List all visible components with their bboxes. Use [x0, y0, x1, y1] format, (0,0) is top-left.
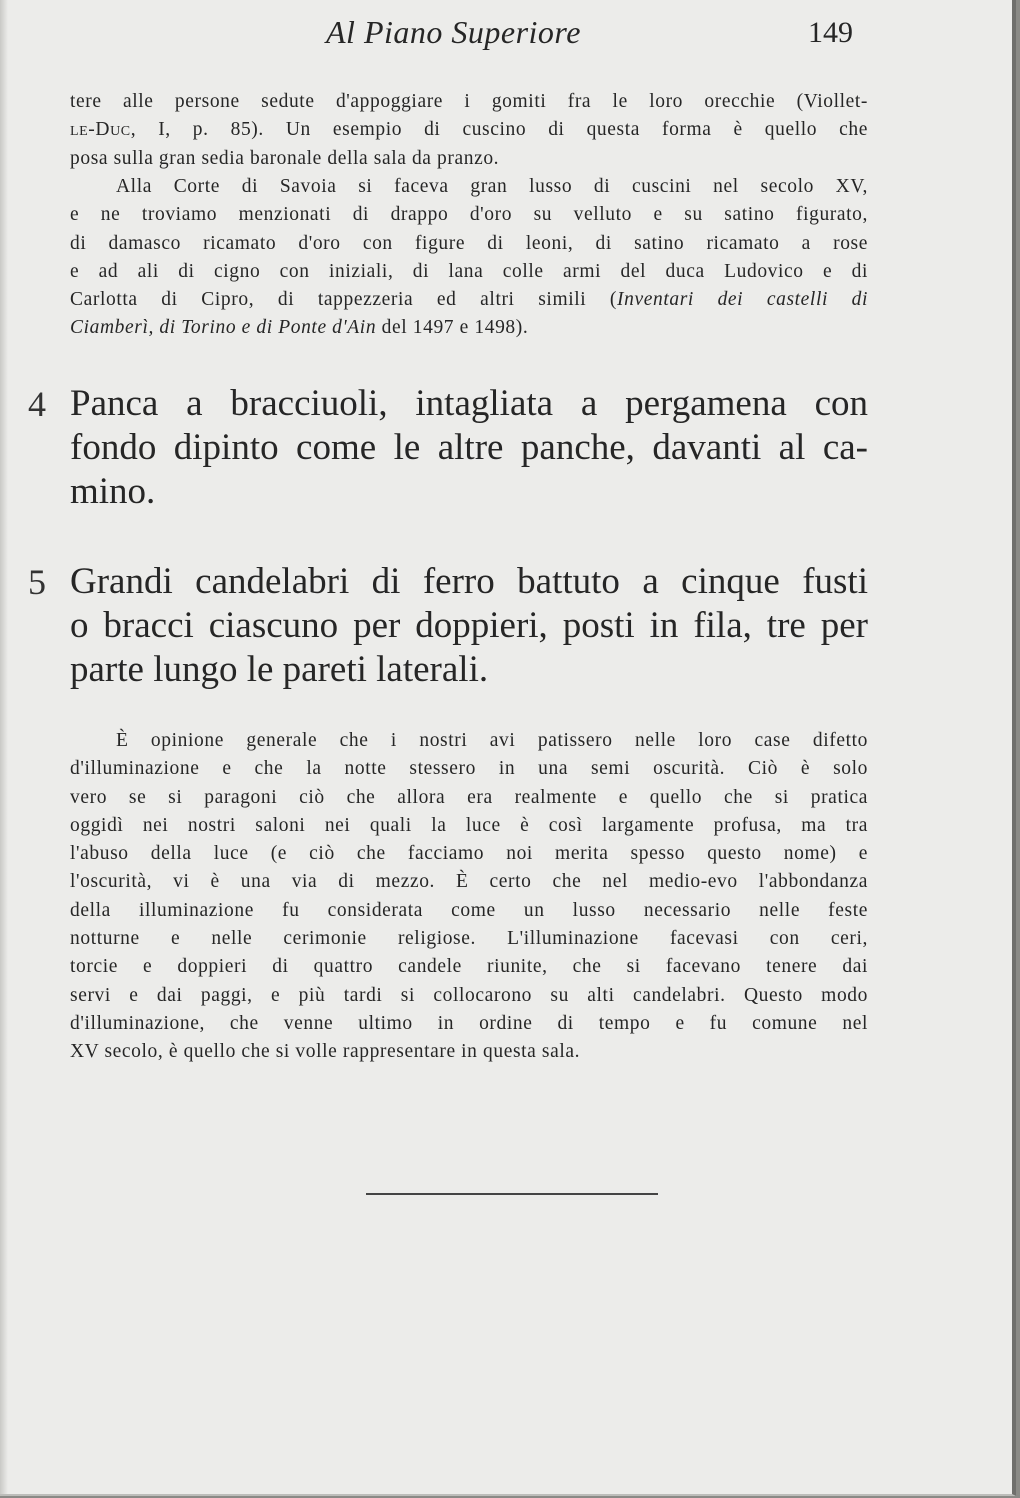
page-number: 149 — [808, 16, 853, 49]
text-line: notturne e nelle cerimonie religiose. L'illuminazione facevasi con ceri, — [70, 928, 868, 950]
text-line: oggidì nei nostri saloni nei quali la luce è così largamente profusa, ma tra — [70, 814, 868, 836]
entry-line: fondo dipinto come le altre panche, davanti al ca- — [70, 427, 868, 468]
citation-title: Ciamberì, di Torino e di Ponte d'Ain — [70, 317, 377, 339]
entry-number: 5 — [28, 562, 46, 602]
text-line: d'illuminazione, che venne ultimo in ordine di tempo e fu comune nel — [70, 1012, 868, 1034]
text-line: XV secolo, è quello che si volle rappresentare in questa sala. — [70, 1041, 581, 1063]
citation-title: Inventari dei castelli di — [617, 289, 869, 311]
text-line: l'abuso della luce (e ciò che facciamo noi merita spesso questo nome) e — [70, 843, 868, 865]
entry-line: Grandi candelabri di ferro battuto a cinque fusti — [70, 561, 868, 602]
text-line: posa sulla gran sedia baronale della sala da pranzo. — [70, 147, 500, 169]
text-line: l'oscurità, vi è una via di mezzo. È certo che nel medio-evo l'abbondanza — [70, 871, 868, 893]
text-line: È opinione generale che i nostri avi patissero nelle loro case difetto — [116, 730, 868, 751]
top-paragraph-continued — [70, 88, 868, 173]
text-line: servi e dai paggi, e più tardi si collocarono su alti candelabri. Questo modo — [70, 984, 868, 1006]
text-line: vero se si paragoni ciò che allora era realmente e quello che si pratica — [70, 786, 868, 808]
entry-line: Panca a bracciuoli, intagliata a pergamena con — [70, 383, 868, 424]
text-line — [70, 116, 868, 144]
entry-number: 4 — [28, 384, 46, 424]
section-divider — [366, 1193, 658, 1195]
text-fragment: del 1497 e 1498). — [376, 317, 529, 339]
entry-line: mino. — [70, 471, 156, 512]
text-line — [70, 286, 868, 314]
text-line: e ne troviamo menzionati di drappo d'oro su velluto e su satino figurato, — [70, 204, 868, 226]
running-title: Al Piano Superiore — [326, 14, 581, 50]
text-line: Alla Corte di Savoia si faceva gran lusso di cuscini nel secolo XV, — [116, 176, 868, 197]
text-line: di damasco ricamato d'oro con figure di leoni, di satino ricamato a rose — [70, 232, 868, 254]
top-paragraph-savoia — [70, 173, 868, 343]
text-fragment: Carlotta di Cipro, di tappezzeria ed altri simili ( — [70, 289, 618, 311]
text-line: torcie e doppieri di quattro candele riunite, che si facevano tenere dai — [70, 956, 868, 978]
entry-line: parte lungo le pareti laterali. — [70, 649, 489, 690]
text-line: della illuminazione fu considerata come un lusso necessario nelle feste — [70, 899, 868, 921]
text-line — [70, 314, 868, 342]
text-fragment: , I, p. 85). Un esempio di cuscino di questa forma è quello che — [130, 119, 868, 141]
entry-text — [70, 560, 868, 692]
author-name: le-Duc — [70, 119, 131, 141]
text-line: tere alle persone sedute d'appoggiare i gomiti fra le loro orecchie (Viollet- — [70, 91, 868, 112]
text-line: e ad ali di cigno con iniziali, di lana colle armi del duca Ludovico e di — [70, 260, 868, 282]
entry-line: o bracci ciascuno per doppieri, posti in fila, tre per — [70, 605, 868, 646]
running-head — [0, 14, 1012, 58]
entry-text — [70, 382, 868, 514]
note-paragraph — [70, 727, 868, 1067]
text-line: d'illuminazione e che la notte stessero in una semi oscurità. Ciò è solo — [70, 758, 868, 780]
